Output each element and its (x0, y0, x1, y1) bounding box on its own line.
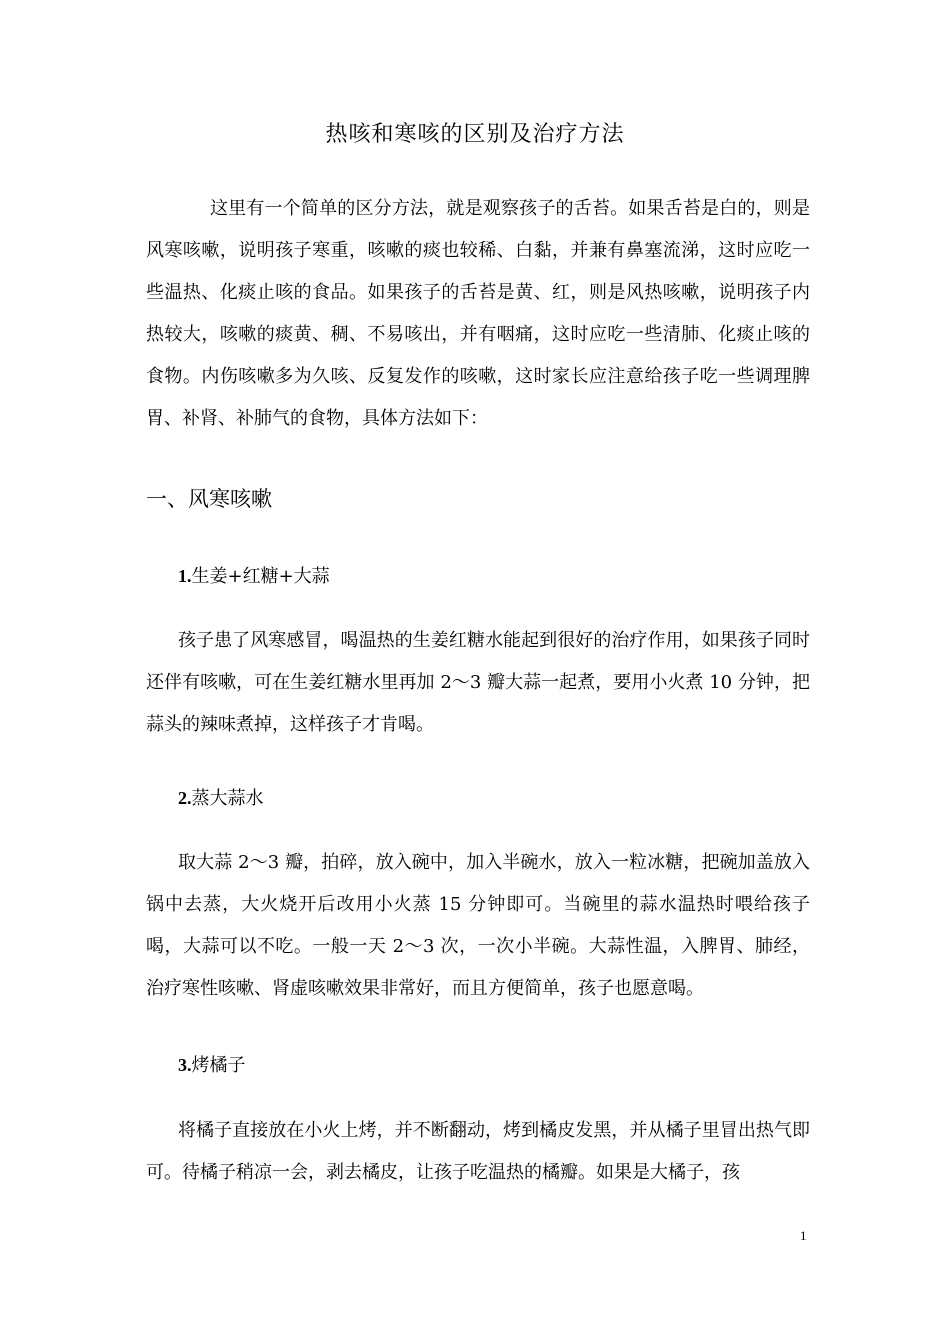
remedy-heading-1 (178, 561, 330, 592)
remedy-number: 2. (178, 788, 192, 808)
remedy-paragraph-3: 将橘子直接放在小火上烤，并不断翻动，烤到橘皮发黑，并从橘子里冒出热气即可。待橘子稍凉一会，剥去橘皮，让孩子吃温热的橘瓣。如果是大橘子，孩 (146, 1120, 810, 1183)
remedy-title: 蒸大蒜水 (191, 788, 264, 809)
intro-paragraph: 这里有一个简单的区分方法，就是观察孩子的舌苔。如果舌苔是白的，则是风寒咳嗽，说明孩子寒重，咳嗽的痰也较稀、白黏，并兼有鼻塞流涕，这时应吃一些温热、化痰止咳的食品。如果孩子的舌苔是黄、红，则是风热咳嗽，说明孩子内热较大，咳嗽的痰黄、稠、不易咳出，并有咽痛，这时应吃一些清肺、化痰止咳的食物。内伤咳嗽多为久咳、反复发作的咳嗽，这时家长应注意给孩子吃一些调理脾胃、补肾、补肺气的食物，具体方法如下： (146, 198, 810, 429)
remedy-number: 3. (178, 1055, 192, 1075)
remedy-number: 1. (178, 566, 192, 586)
remedy-heading-2 (178, 783, 264, 814)
page-number: 1 (800, 1228, 807, 1243)
section-heading-wind-cold-cough: 一、风寒咳嗽 (146, 487, 272, 511)
remedy-title: 生姜+红糖+大蒜 (191, 566, 330, 587)
remedy-title: 烤橘子 (191, 1055, 246, 1076)
page-title: 热咳和寒咳的区别及治疗方法 (325, 122, 625, 147)
remedy-paragraph-1: 孩子患了风寒感冒，喝温热的生姜红糖水能起到很好的治疗作用，如果孩子同时还伴有咳嗽，可在生姜红糖水里再加 2～3 瓣大蒜一起煮，要用小火煮 10 分钟，把蒜头的辣味煮掉，这样孩子才肯喝。 (146, 630, 810, 735)
remedy-heading-3 (178, 1050, 246, 1081)
remedy-paragraph-2: 取大蒜 2～3 瓣，拍碎，放入碗中，加入半碗水，放入一粒冰糖，把碗加盖放入锅中去蒸，大火烧开后改用小火蒸 15 分钟即可。当碗里的蒜水温热时喂给孩子喝，大蒜可以不吃。一般一天 2～3 次，一次小半碗。大蒜性温，入脾胃、肺经，治疗寒性咳嗽、肾虚咳嗽效果非常好，而且方便简单，孩子也愿意喝。 (146, 852, 810, 999)
